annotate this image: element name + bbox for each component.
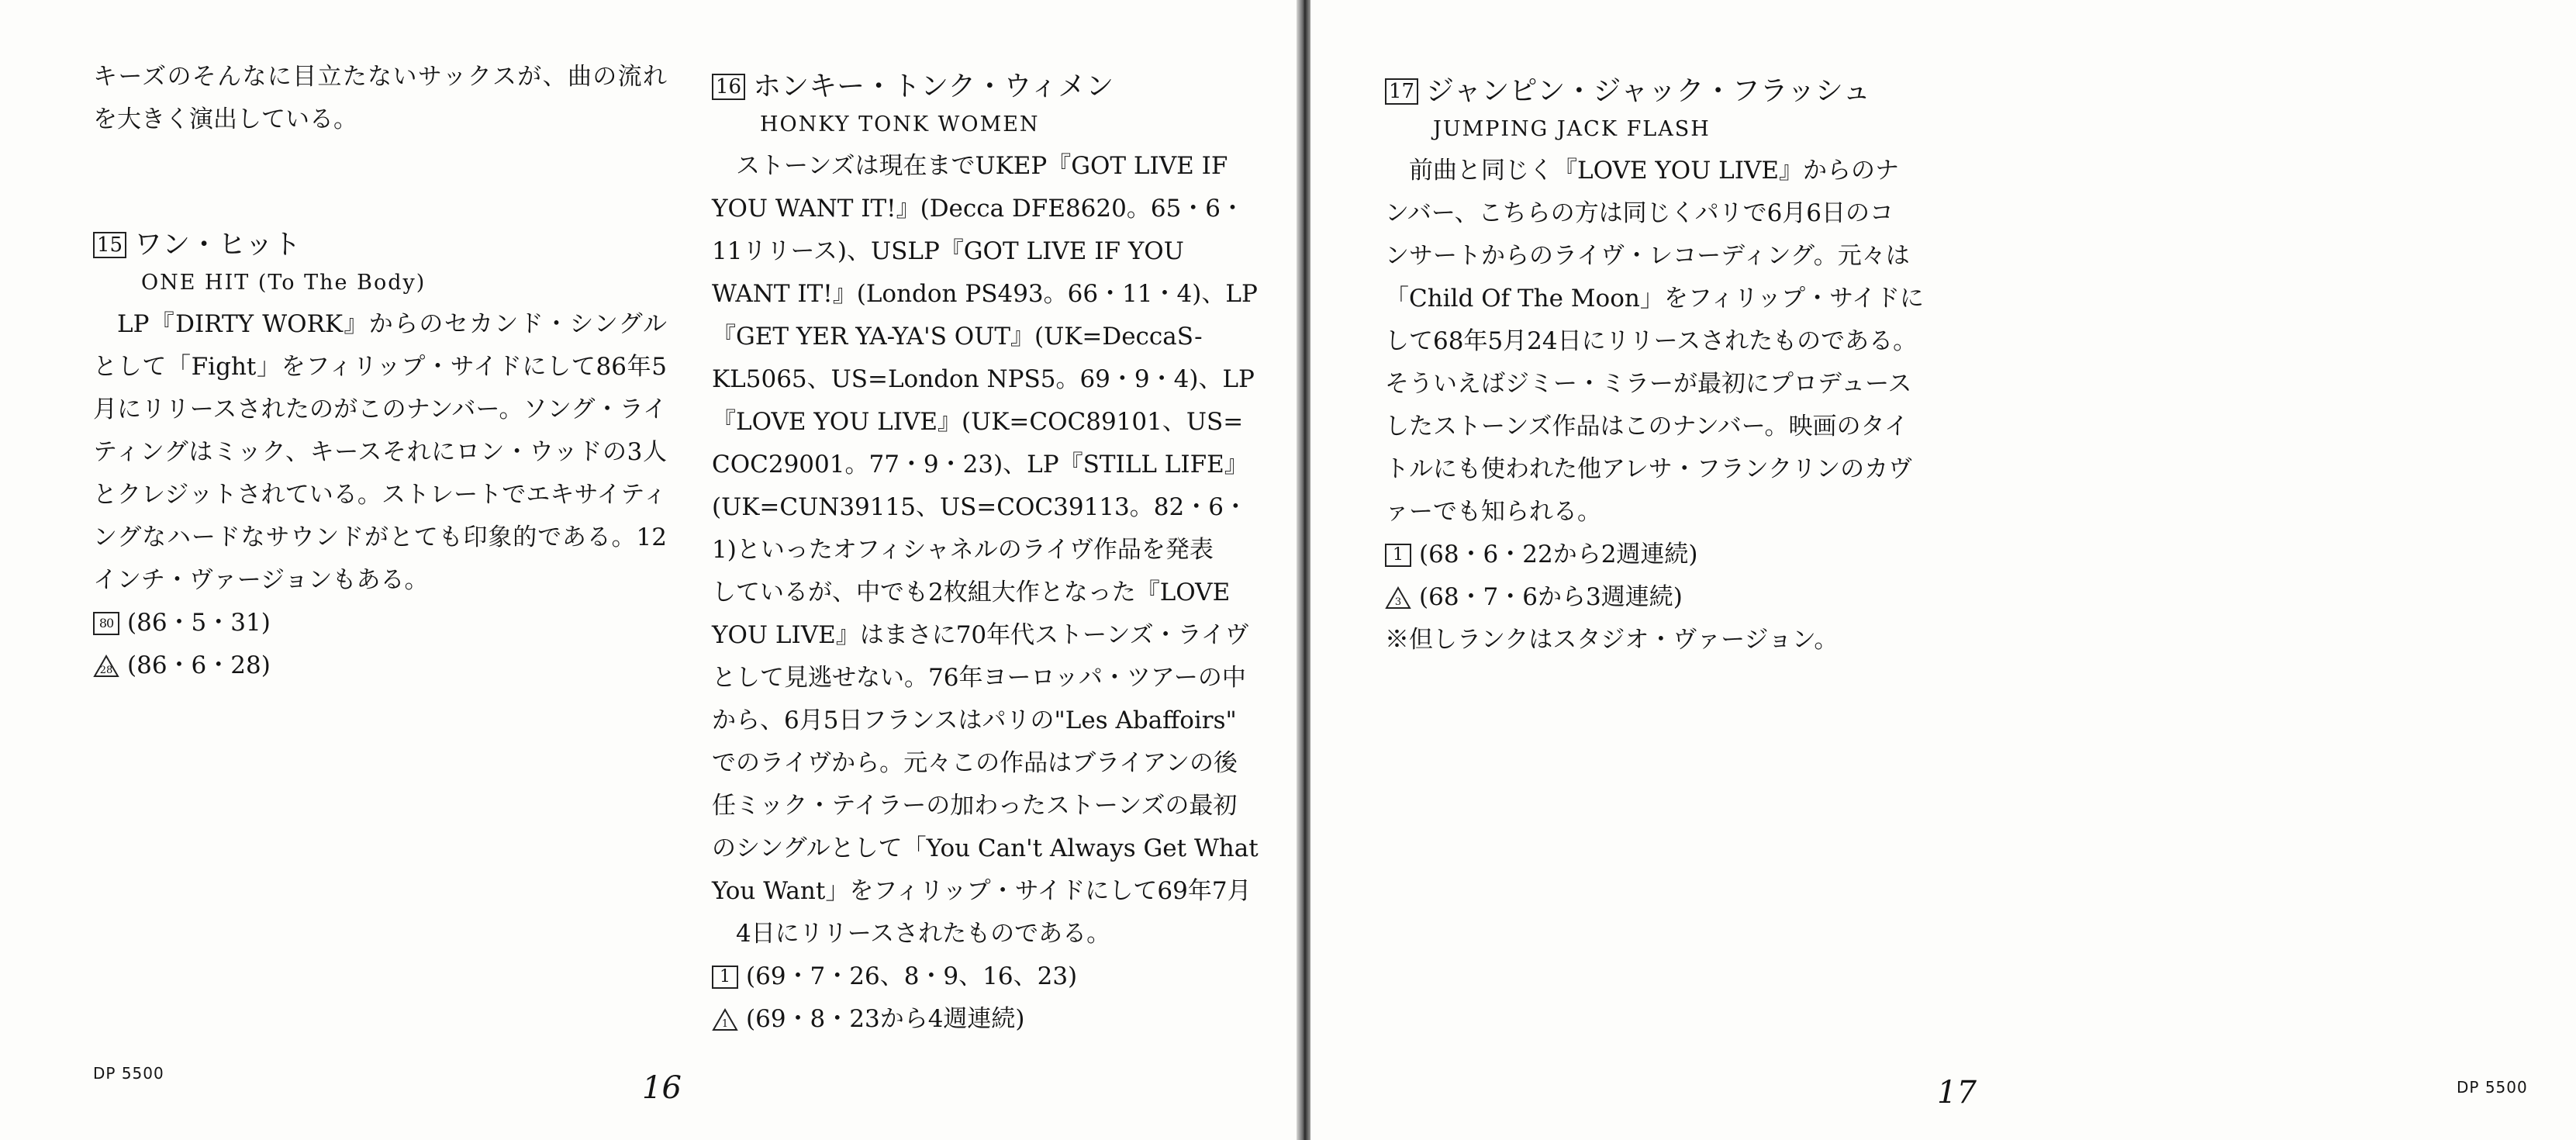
chart-date: (69・8・23から4週連続) <box>746 1005 1025 1033</box>
chart-rank-triangle-icon: 1 <box>712 1008 738 1031</box>
book-gutter <box>1297 0 1310 1140</box>
page-number: 17 <box>1937 1075 1977 1111</box>
catalog-code: DP 5500 <box>2457 1078 2528 1097</box>
chart-rank-box-icon: 1 <box>712 966 738 989</box>
chart-rank-triangle-icon: 3 <box>1385 586 1411 610</box>
track-15 <box>93 223 667 687</box>
track-17 <box>1385 70 1924 662</box>
track-subtitle: HONKY TONK WOMEN <box>760 112 1040 136</box>
column-3 <box>1385 70 1924 662</box>
track-number-box: 17 <box>1385 78 1418 105</box>
chart-rank-box-icon: 1 <box>1385 544 1411 567</box>
us-chart-entry <box>93 644 667 687</box>
track-14-continuation: キーズのそんなに目立たないサックスが、曲の流れを大きく演出している。 <box>93 63 667 133</box>
uk-chart-entry <box>712 955 1239 998</box>
us-chart-entry <box>1385 576 1912 619</box>
track-description: 前曲と同じく『LOVE YOU LIVE』からのナ ンバー、こちらの方は同じくパリで6月6日のコ ンサートからのライヴ・レコーディング。元々は 「Child Of The Moon」をフィリップ・サイドに して68年5月24日にリリースされたものである。 そういえばジミー・ミラーが最初にプロデュース したストーンズ作品はこのナンバー。映画のタイ トルにも使われた他アレサ・フランクリンのカヴ ァーでも知られる。 <box>1385 157 1924 526</box>
uk-chart-entry <box>1385 534 1912 576</box>
footnote: ※但しランクはスタジオ・ヴァージョン。 <box>1385 626 1839 654</box>
page-number: 16 <box>642 1070 682 1106</box>
chart-date: (68・6・22から2週連続) <box>1419 541 1698 568</box>
track-16 <box>712 65 1259 1041</box>
chart-date: (86・6・28) <box>127 651 271 679</box>
track-description: ストーンズは現在までUKEP『GOT LIVE IF YOU WANT IT!』(Decca DFE8620。65・6・ 11リリース)、USLP『GOT LIVE IF YOU WANT IT!』(London PS493。66・11・4)、LP 『GET YER YA-YA'S OUT』(UK=DeccaS- KL5065、US=London NPS5。69・9・4)、LP 『LOVE YOU LIVE』(UK=COC89101、US= COC29001。77・9・23)、LP『STILL LIFE』 (UK=CUN39115、US=COC39113。82・6・ 1)といったオフィシャネルのライヴ作品を発表 しているが、中でも2枚組大作となった『LOVE YOU LIVE』はまさに70年代ストーンズ・ライヴ として見逃せない。76年ヨーロッパ・ツアーの中 から、6月5日フランスはパリの"Les Abaffoirs" でのライヴから。元々この作品はブライアンの後 任ミック・テイラーの加わったストーンズの最初 のシングルとして「You Can't Always Get What You Want」をフィリップ・サイドにして69年7月 4日にリリースされたものである。 <box>712 152 1259 948</box>
chart-rank-triangle-icon: 28 <box>93 655 119 678</box>
chart-rank-box-icon: 80 <box>93 612 119 635</box>
chart-date: (68・7・6から3週連続) <box>1419 583 1683 611</box>
catalog-code: DP 5500 <box>93 1064 164 1083</box>
right-page <box>1310 0 2576 1140</box>
track-title: ホンキー・トンク・ウィメン <box>753 71 1114 102</box>
uk-chart-entry <box>93 602 667 644</box>
track-number-box: 15 <box>93 232 126 258</box>
column-2 <box>712 65 1259 1041</box>
track-number-box: 16 <box>712 74 745 100</box>
column-1 <box>93 56 667 687</box>
track-description: LP『DIRTY WORK』からのセカンド・シングルとして「Fight」をフィリップ・サイドにして86年5月にリリースされたのがこのナンバー。ソング・ライティングはミック、キースそれにロン・ウッドの3人とクレジットされている。ストレートでエキサイティングなハードなサウンドがとても印象的である。12インチ・ヴァージョンもある。 <box>93 310 667 594</box>
track-subtitle: JUMPING JACK FLASH <box>1433 117 1711 141</box>
track-title: ジャンピン・ジャック・フラッシュ <box>1426 75 1871 107</box>
track-subtitle: ONE HIT (To The Body) <box>141 271 426 295</box>
track-title: ワン・ヒット <box>134 229 302 261</box>
us-chart-entry <box>712 998 1239 1041</box>
chart-date: (69・7・26、8・9、16、23) <box>746 962 1078 990</box>
chart-date: (86・5・31) <box>127 609 271 637</box>
